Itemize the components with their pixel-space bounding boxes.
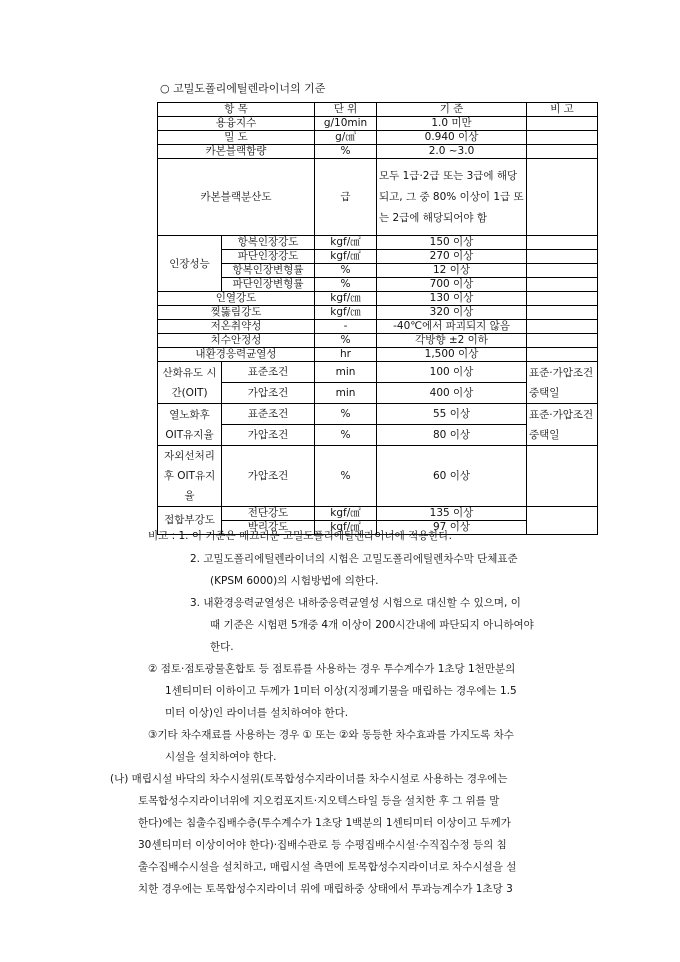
paragraph-2-line3: 미터 이상)인 라이너를 설치하여야 한다.	[165, 707, 349, 719]
remark-2-line2: (KPSM 6000)의 시험방법에 의한다.	[210, 575, 379, 587]
table-row: 항복인장변형률 % 12 이상	[158, 264, 598, 278]
heat-aging-remark: 표준·가압조건중택일	[527, 404, 598, 446]
remark-3-line3: 한다.	[210, 641, 234, 653]
section-na-line2: 토목합성수지라이너위에 지오컴포지트·지오텍스타일 등을 설치한 후 그 위를 말	[138, 795, 500, 807]
hdpe-liner-spec-table	[157, 102, 598, 535]
paragraph-2-line1: ② 점토·점토광물혼합토 등 점토류를 사용하는 경우 투수계수가 1초당 1천만분의	[148, 663, 516, 675]
table-row: 가압조건 % 80 이상	[158, 425, 598, 446]
table-row: 인장성능 항복인장강도 kgf/㎠ 150 이상	[158, 236, 598, 250]
section-na-line4: 30센티미터 이상이어야 한다)·집배수관로 등 수평집배수시설·수직집수정 등의 침	[138, 839, 507, 851]
table-row: 용융지수 g/10min 1.0 미만	[158, 117, 598, 131]
table-row: 파단인장변형률 % 700 이상	[158, 278, 598, 292]
section-na-line6: 치한 경우에는 토목합성수지라이너 위에 매립하중 상태에서 투과능계수가 1초당 3	[138, 883, 513, 895]
remark-3-line1: 3. 내환경응력균열성은 내하중응력균열성 시험으로 대신할 수 있으며, 이	[190, 597, 521, 609]
remark-2-line1: 2. 고밀도폴리에틸렌라이너의 시험은 고밀도폴리에틸렌차수막 단체표준	[190, 553, 518, 565]
table-row: 접합부강도 전단강도 kgf/㎠ 135 이상	[158, 507, 598, 521]
section-na-line1: (나) 매립시설 바닥의 차수시설위(토목합성수지라이너를 차수시설로 사용하는 경우에는	[110, 773, 508, 785]
header-criterion: 기 준	[377, 103, 527, 117]
remark-3-line2: 때 기준은 시험편 5개중 4개 이상이 200시간내에 파단되지 아니하여야	[210, 619, 534, 631]
table-row: 밀 도 g/㎤ 0.940 이상	[158, 131, 598, 145]
section-title: ○ 고밀도폴리에틸렌라이너의 기준	[160, 82, 326, 95]
remark-1: 비고 : 1. 이 기준은 매끄러운 고밀도폴리에틸렌라이너에 적용한다.	[148, 530, 452, 542]
table-row: 인열강도 kgf/㎝ 130 이상	[158, 292, 598, 306]
header-item: 항 목	[158, 103, 315, 117]
paragraph-3-line1: ③기타 차수재료를 사용하는 경우 ① 또는 ②와 동등한 차수효과를 가지도록 차수	[148, 729, 514, 741]
oit-remark: 표준·가압조건중택일	[527, 362, 598, 404]
table-row: 치수안정성 % 각방향 ±2 이하	[158, 334, 598, 348]
table-row: 가압조건 min 400 이상	[158, 383, 598, 404]
table-row: 자외선처리후 OIT유지율 가압조건 % 60 이상	[158, 446, 598, 507]
paragraph-3-line2: 시설을 설치하여야 한다.	[165, 751, 277, 763]
section-na-line5: 출수집배수시설을 설치하고, 매립시설 측면에 토목합성수지라이너로 차수시설을 설	[138, 861, 517, 873]
seam-group-label: 접합부강도	[158, 507, 222, 535]
table-row: 열노화후 OIT유지율 표준조건 % 55 이상 표준·가압조건중택일	[158, 404, 598, 425]
heat-aging-group-label: 열노화후 OIT유지율	[158, 404, 222, 446]
header-unit: 단 위	[315, 103, 377, 117]
oit-group-label: 산화유도 시간(OIT)	[158, 362, 222, 404]
uv-group-label: 자외선처리후 OIT유지율	[158, 446, 222, 507]
header-remark: 비 고	[527, 103, 598, 117]
table-row: 내환경응력균열성 hr 1,500 이상	[158, 348, 598, 362]
table-row: 파단인장강도 kgf/㎠ 270 이상	[158, 250, 598, 264]
section-na-line3: 한다)에는 침출수집배수층(투수계수가 1초당 1백분의 1센티미터 이상이고 두께가	[138, 817, 511, 829]
table-header-row	[158, 103, 598, 117]
table-row: 찢뚫림강도 kgf/㎝ 320 이상	[158, 306, 598, 320]
table-row: 카본블랙함량 % 2.0 ~3.0	[158, 145, 598, 159]
table-row: 저온취약성 - -40℃에서 파괴되지 않음	[158, 320, 598, 334]
paragraph-2-line2: 1센티미터 이하이고 두께가 1미터 이상(지정폐기물을 매립하는 경우에는 1.5	[165, 685, 517, 697]
tensile-group-label: 인장성능	[158, 236, 222, 292]
table-row: 산화유도 시간(OIT) 표준조건 min 100 이상 표준·가압조건중택일	[158, 362, 598, 383]
table-row: 박리강도 kgf/㎠ 97 이상	[158, 521, 598, 535]
table-row: 카본블랙분산도 급 모두 1급·2급 또는 3급에 해당되고, 그 중 80% 이상이 1급 또는 2급에 해당되어야 함	[158, 159, 598, 236]
